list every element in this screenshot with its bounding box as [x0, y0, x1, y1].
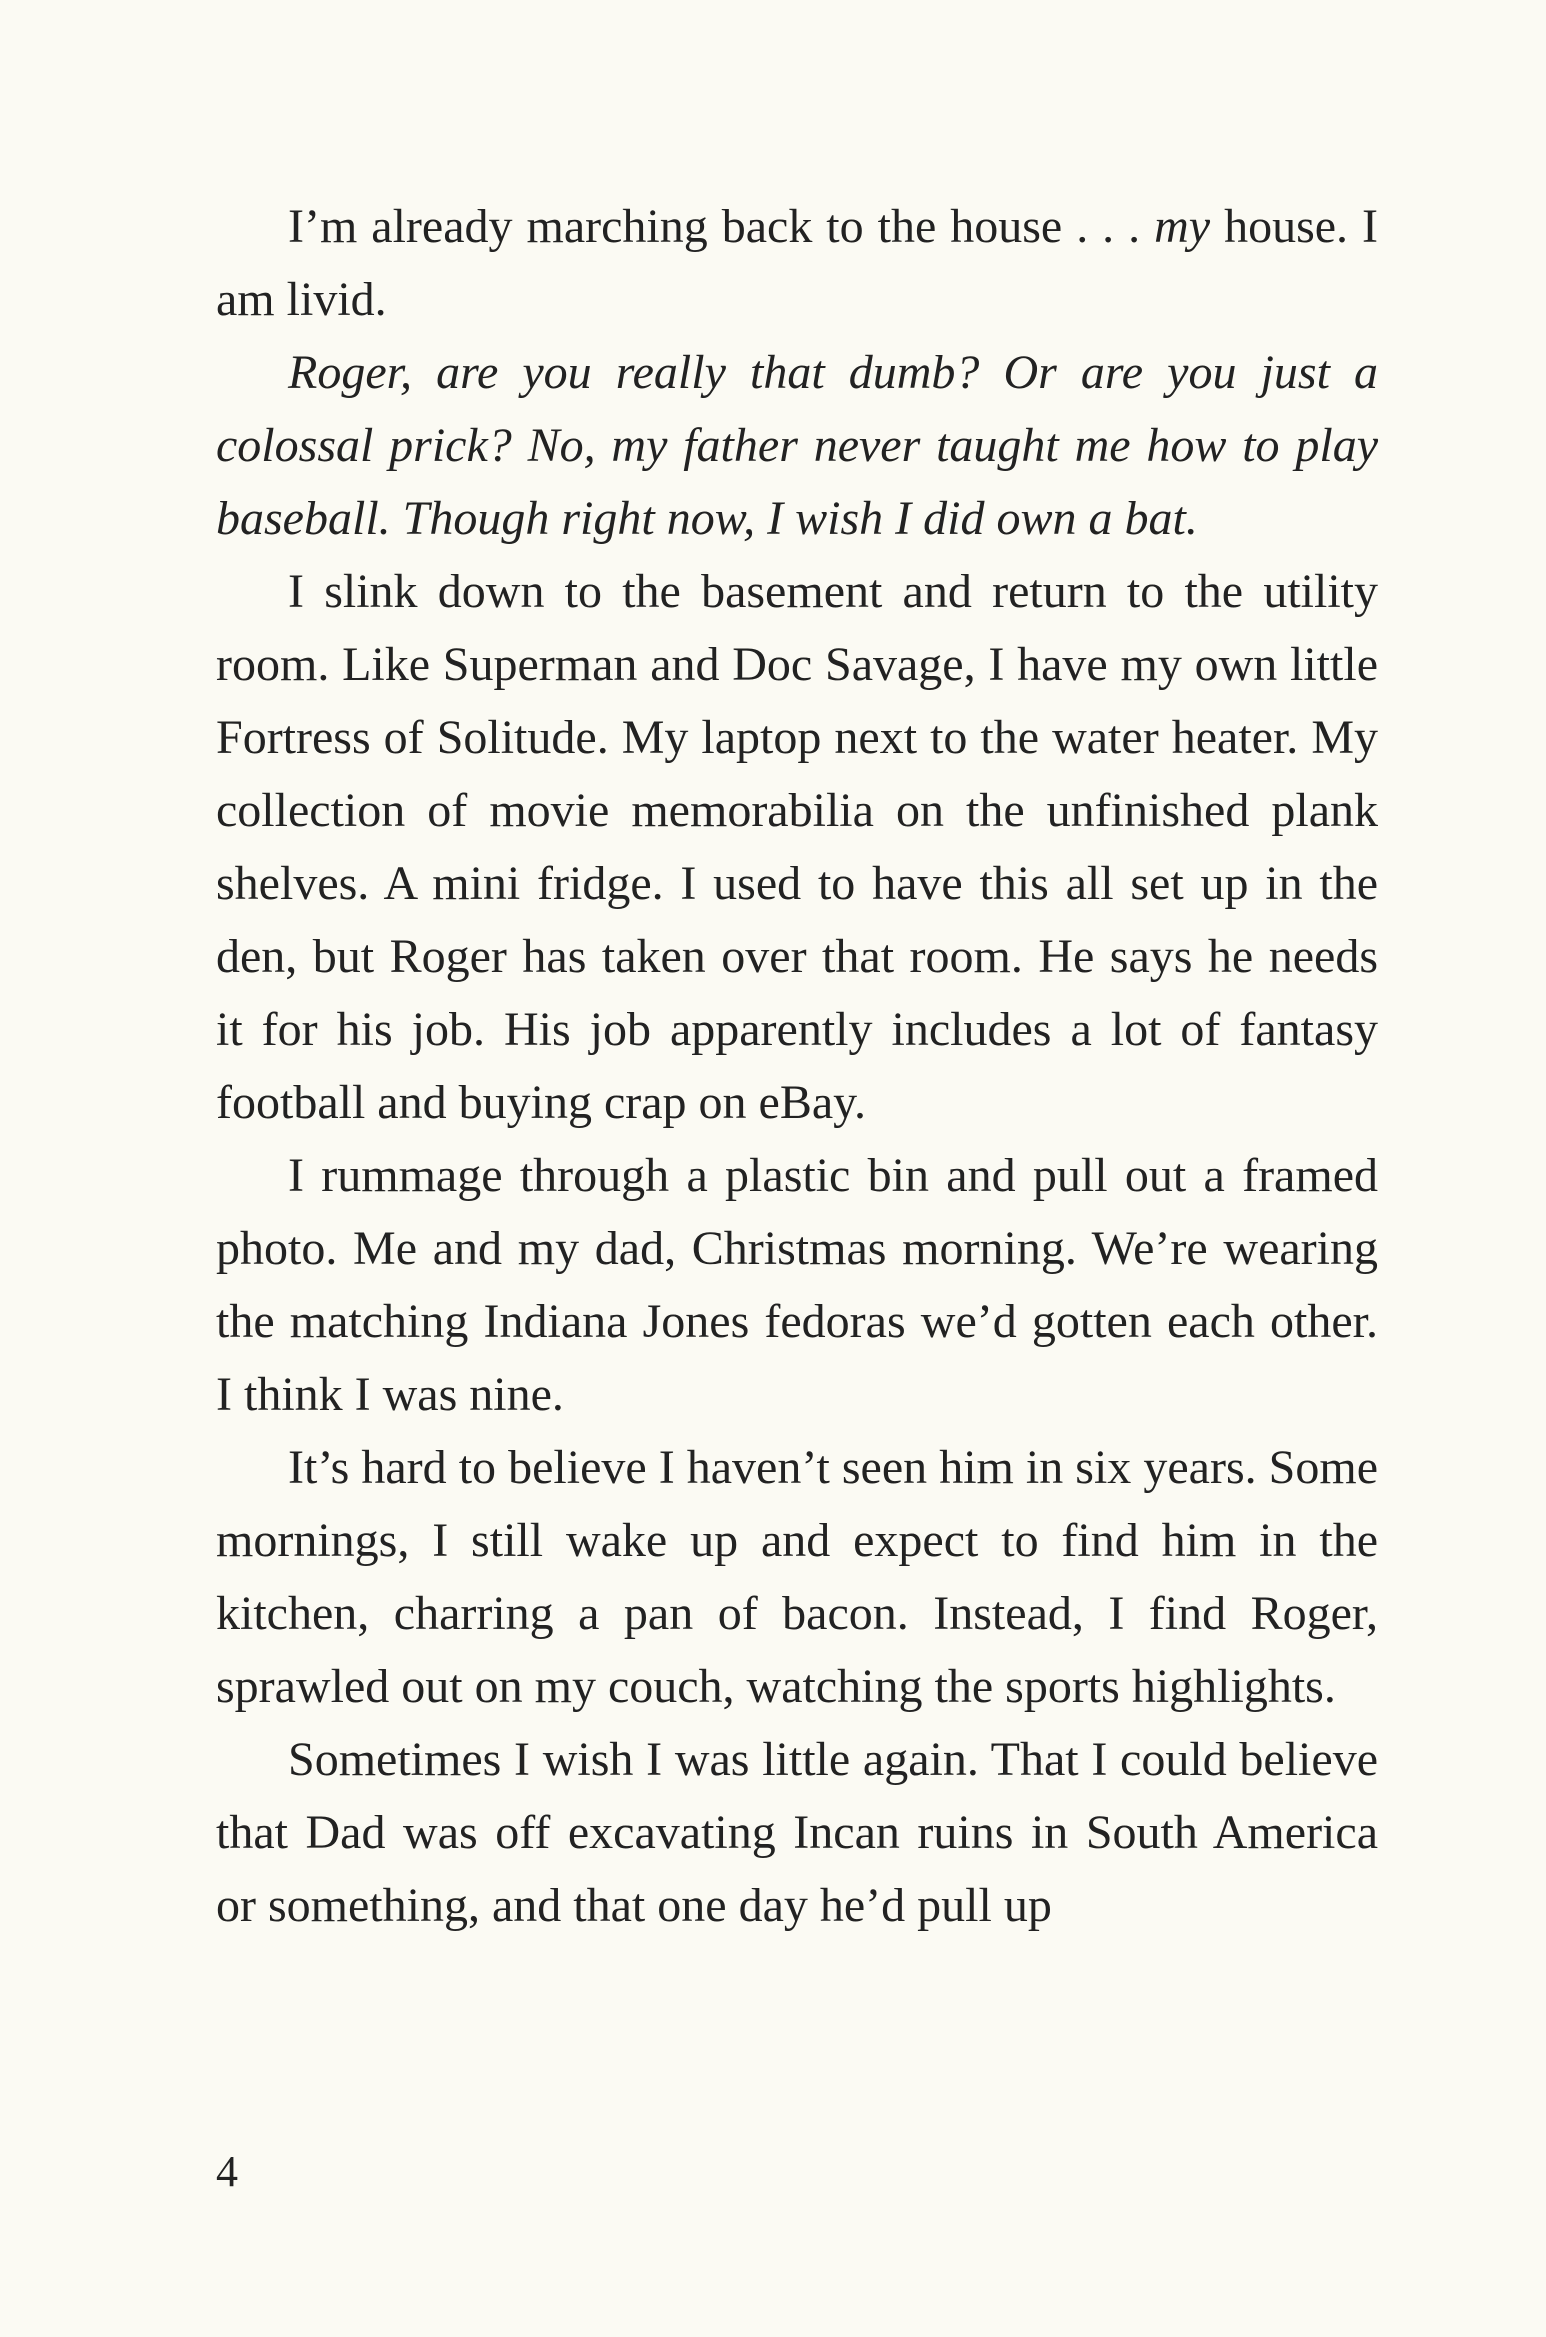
paragraph-4: I rummage through a plastic bin and pull out a framed photo. Me and my dad, Christmas morning. We’re wearing the matching Indiana Jones fedoras we’d gotten each other. I think I was nine.: [216, 1149, 1378, 1421]
paragraph-3: I slink down to the basement and return to the utility room. Like Superman and Doc Savage, I have my own little Fortress of Solitude. My laptop next to the water heater. My collection of movie memorabilia on the unfinished plank shelves. A mini fridge. I used to have this all set up in the den, but Roger has taken over that room. He says he needs it for his job. His job apparently includes a lot of fantasy football and buying crap on eBay.: [216, 565, 1378, 1129]
emphasis-my: my: [1154, 200, 1211, 253]
body-text: [216, 190, 1378, 1942]
paragraph-1-end: house. I am livid.: [216, 200, 1379, 326]
paragraph-1-start: I’m already marching back to the house . . .: [288, 200, 1155, 253]
paragraph-5: It’s hard to believe I haven’t seen him in six years. Some mornings, I still wake up and expect to find him in the kitchen, charring a pan of bacon. Instead, I find Roger, sprawled out on my couch, watching the sports highlights.: [216, 1441, 1378, 1713]
page-number: 4: [216, 2147, 238, 2196]
paragraph-1: [216, 190, 1378, 336]
paragraph-2-italic: [216, 336, 1378, 555]
italic-thought: Roger, are you really that dumb? Or are you just a colossal prick? No, my father never taught me how to play baseball. Though right now, I wish I did own a bat.: [216, 346, 1378, 545]
paragraph-6: Sometimes I wish I was little again. That I could believe that Dad was off excavating Incan ruins in South America or something, and that one day he’d pull up: [216, 1733, 1378, 1932]
